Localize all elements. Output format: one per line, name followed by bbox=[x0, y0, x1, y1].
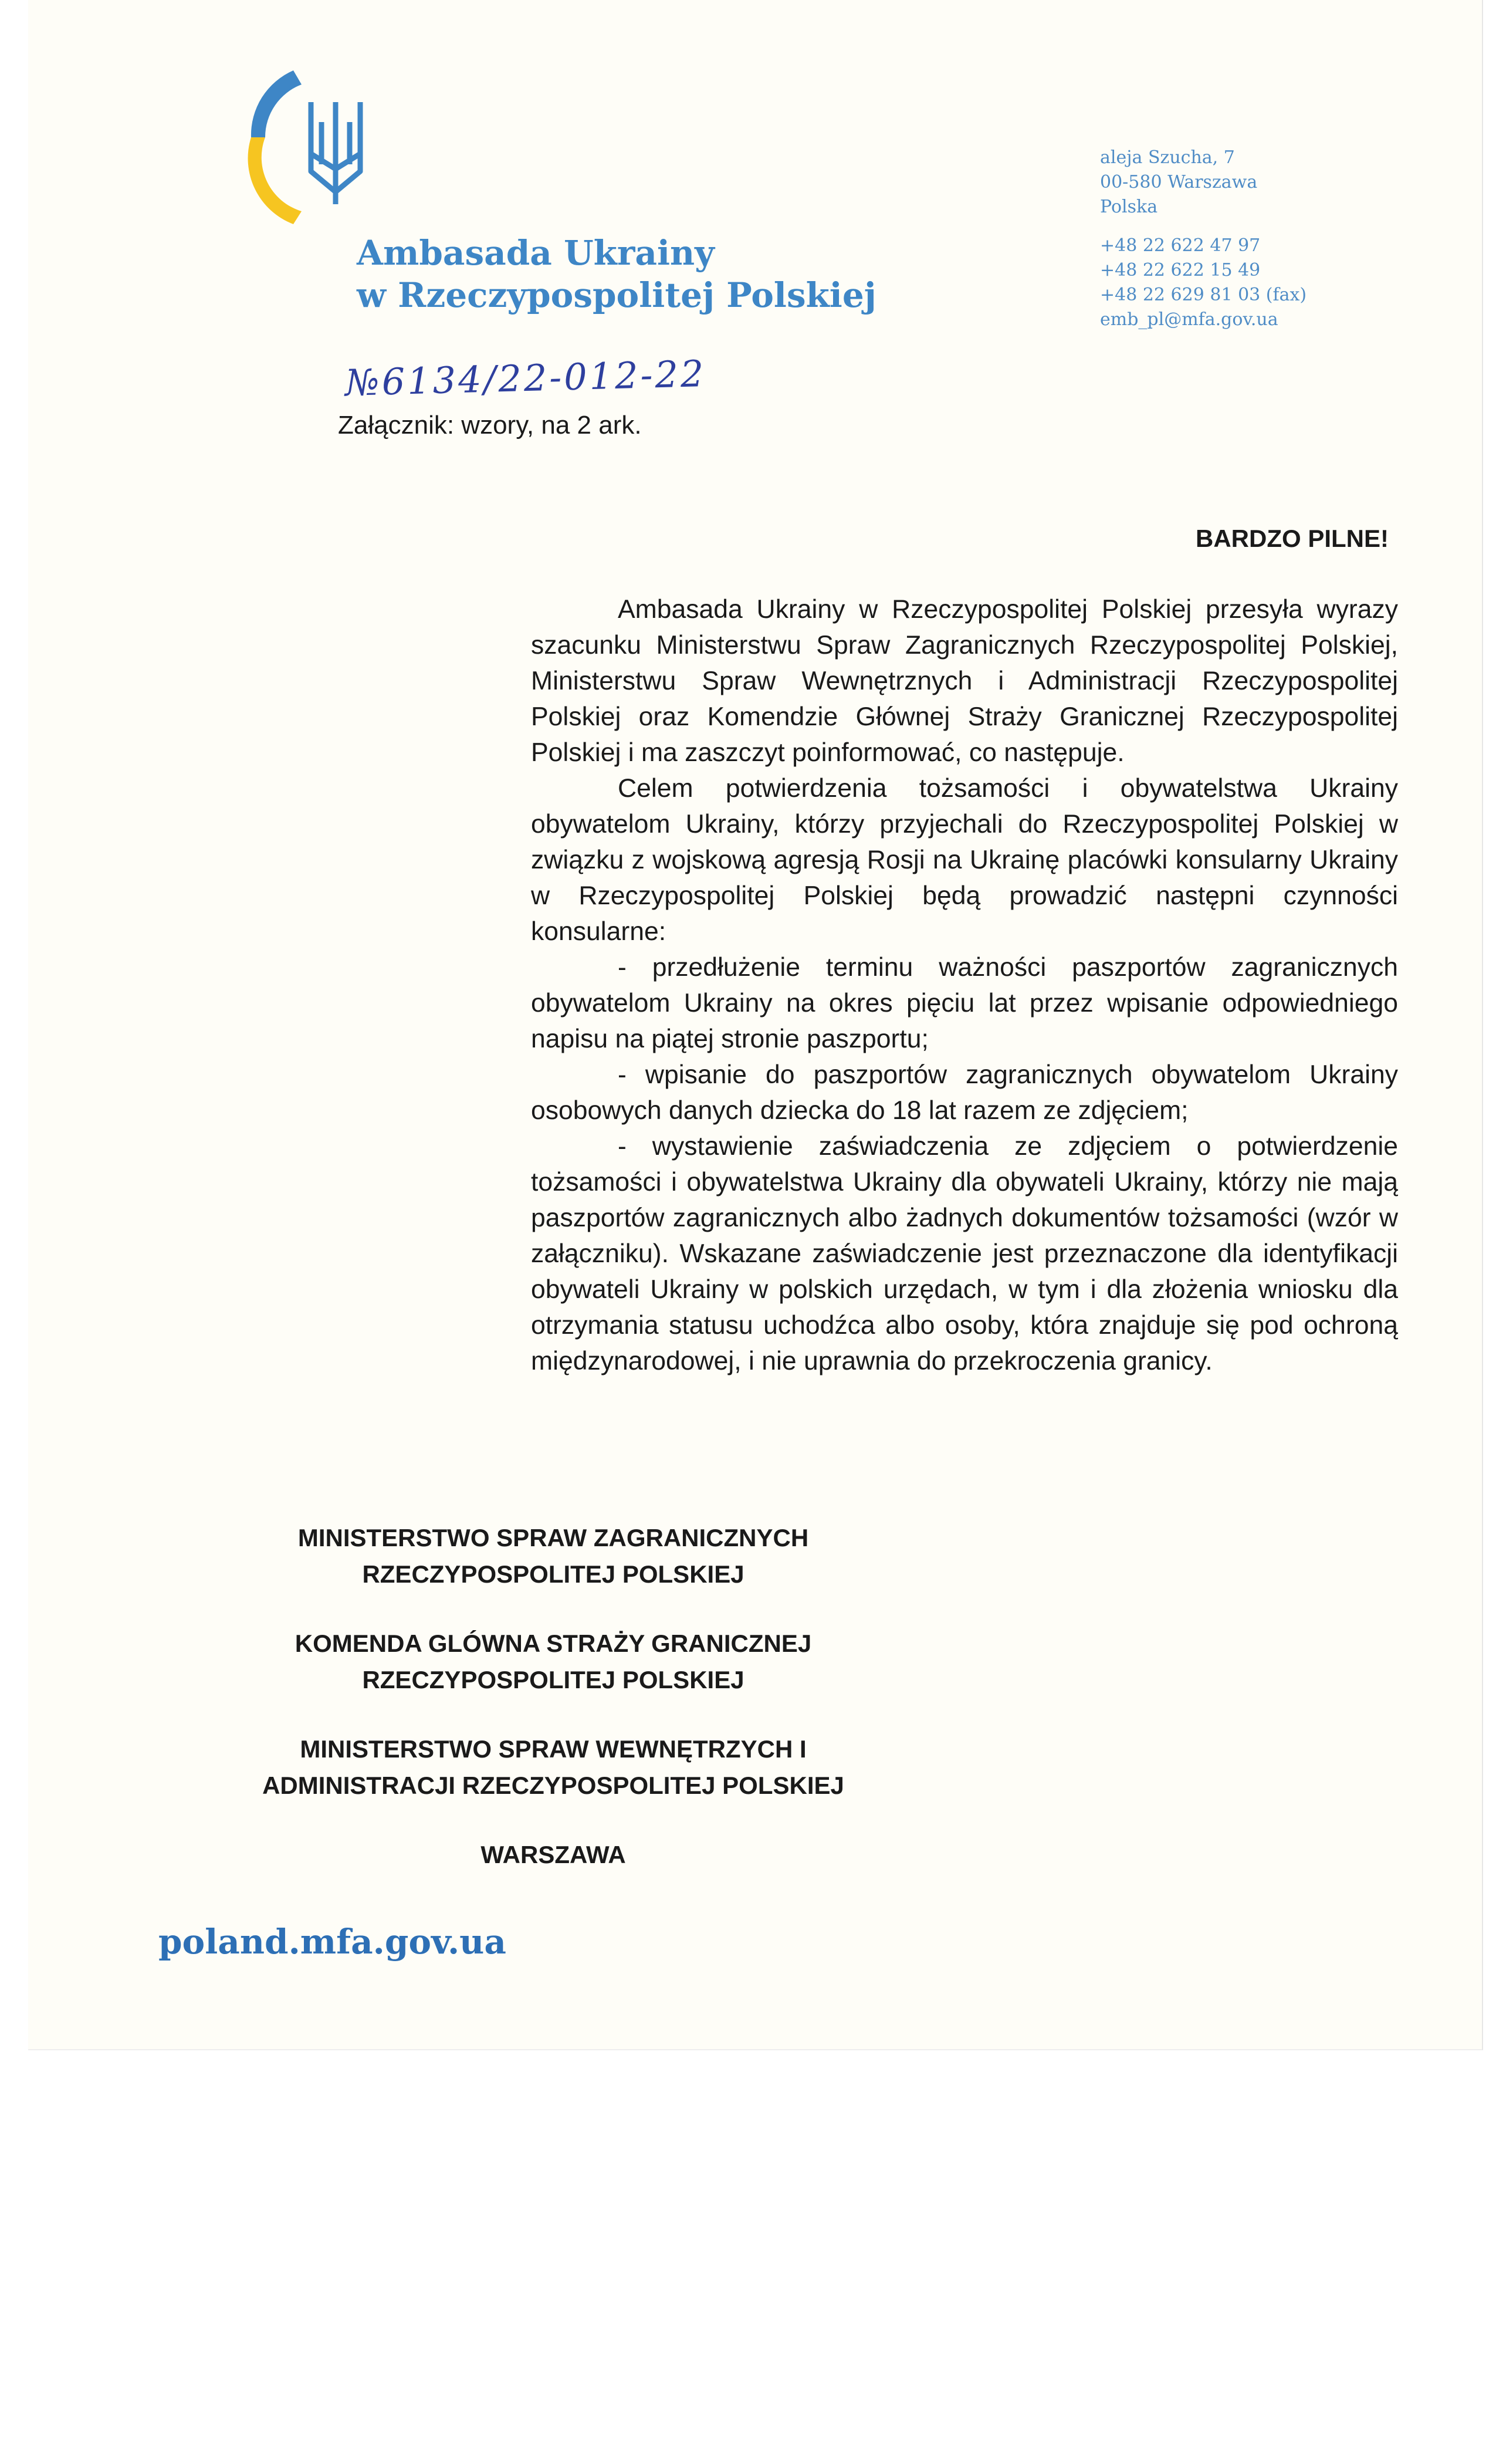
urgent-label: BARDZO PILNE! bbox=[1196, 525, 1389, 552]
addressee-line: RZECZYPOSPOLITEJ POLSKIEJ bbox=[362, 1560, 744, 1588]
attachment-note: Załącznik: wzory, na 2 ark. bbox=[338, 411, 642, 440]
trident-icon bbox=[311, 102, 360, 204]
letter-body bbox=[531, 592, 1398, 1379]
contact-line: +48 22 622 47 97 bbox=[1100, 235, 1261, 256]
embassy-name-line2: w Rzeczypospolitej Polskiej bbox=[357, 275, 876, 315]
embassy-phones bbox=[1100, 234, 1307, 332]
embassy-name bbox=[357, 232, 876, 316]
address-line: Polska bbox=[1100, 197, 1158, 217]
embassy-contacts bbox=[1100, 146, 1307, 346]
logo-yellow-arc bbox=[248, 137, 302, 224]
addressees-block bbox=[228, 1520, 879, 1906]
body-paragraph: Ambasada Ukrainy w Rzeczypospolitej Polskiej przesyła wyrazy szacunku Ministerstwu Spraw Zagranicznych Rzeczypospolitej Polskiej, Ministerstwu Spraw Wewnętrznych i Administracji Rzeczypospolitej Polskiej oraz Komendzie Głównej Straży Granicznej Rzeczypospolitej Polskiej i ma zaszczyt poinformować, co następuje. bbox=[531, 595, 1398, 767]
addressee-line: ADMINISTRACJI RZECZYPOSPOLITEJ POLSKIEJ bbox=[262, 1772, 844, 1799]
body-list-item: - wystawienie zaświadczenia ze zdjęciem o potwierdzenie tożsamości i obywatelstwa Ukrainy dla obywateli Ukrainy, którzy nie mają paszportów zagranicznych albo żadnych dokumentów tożsamości (wzór w załączniku). Wskazane zaświadczenie jest przeznaczone dla identyfikacji obywateli Ukrainy w polskich urzędach, w tym i dla złożenia wniosku dla otrzymania statusu uchodźca albo osoby, która znajduje się pod ochroną międzynarodowej, i nie uprawnia do przekroczenia granicy. bbox=[531, 1132, 1398, 1375]
logo-blue-arc bbox=[251, 70, 302, 137]
addressee bbox=[228, 1520, 879, 1593]
addressee bbox=[228, 1625, 879, 1698]
addressee-line: MINISTERSTWO SPRAW WEWNĘTRZYCH I bbox=[300, 1735, 807, 1763]
contact-line: +48 22 629 81 03 (fax) bbox=[1100, 285, 1307, 305]
letter-page bbox=[28, 0, 1483, 2050]
body-list-item: - przedłużenie terminu ważności paszportów zagranicznych obywatelom Ukrainy na okres pięciu lat przez wpisanie odpowiedniego napisu na piątej stronie paszportu; bbox=[531, 953, 1398, 1053]
body-paragraph: Celem potwierdzenia tożsamości i obywatelstwa Ukrainy obywatelom Ukrainy, którzy przyjechali do Rzeczypospolitej Polskiej w związku z wojskową agresją Rosji na Ukrainę placówki konsularny Ukrainy w Rzeczypospolitej Polskiej będą prowadzić następni czynności konsularne: bbox=[531, 774, 1398, 946]
footer-website: poland.mfa.gov.ua bbox=[158, 1922, 506, 1962]
embassy-logo bbox=[248, 66, 412, 236]
addressee-line: WARSZAWA bbox=[480, 1841, 626, 1868]
embassy-name-line1: Ambasada Ukrainy bbox=[357, 233, 715, 273]
address-line: aleja Szucha, 7 bbox=[1100, 147, 1235, 168]
contact-email: emb_pl@mfa.gov.ua bbox=[1100, 309, 1278, 330]
body-list-item: - wpisanie do paszportów zagranicznych obywatelom Ukrainy osobowych danych dziecka do 18 lat razem ze zdjęciem; bbox=[531, 1060, 1398, 1125]
address-line: 00-580 Warszawa bbox=[1100, 172, 1258, 192]
embassy-address bbox=[1100, 146, 1307, 219]
handwritten-ref-number: №6134/22-012-22 bbox=[344, 351, 707, 405]
contact-line: +48 22 622 15 49 bbox=[1100, 260, 1261, 280]
addressee-city bbox=[228, 1837, 879, 1873]
addressee bbox=[228, 1731, 879, 1804]
addressee-line: RZECZYPOSPOLITEJ POLSKIEJ bbox=[362, 1666, 744, 1694]
addressee-line: KOMENDA GLÓWNA STRAŻY GRANICZNEJ bbox=[295, 1630, 812, 1657]
addressee-line: MINISTERSTWO SPRAW ZAGRANICZNYCH bbox=[297, 1524, 809, 1552]
